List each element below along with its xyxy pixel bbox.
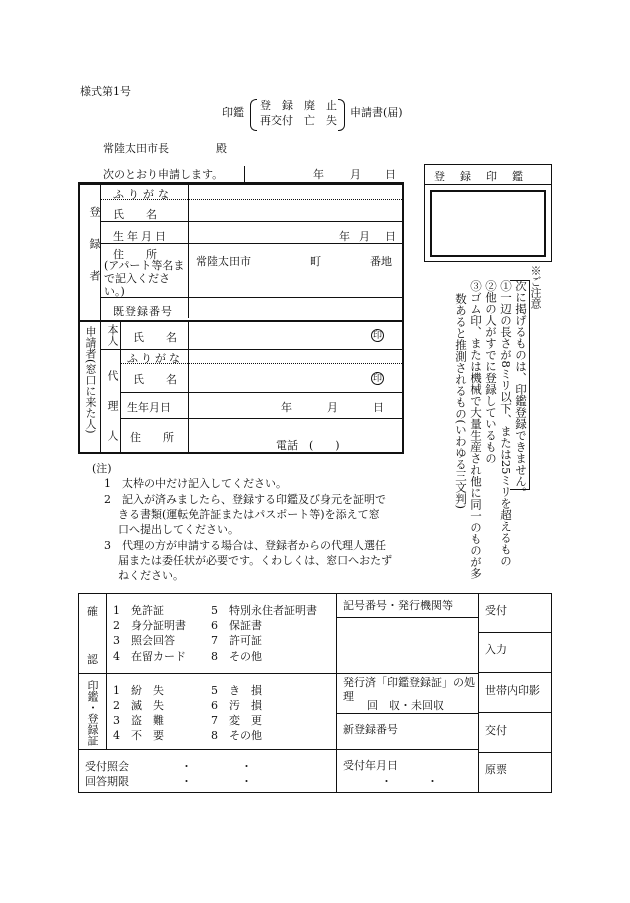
applicant-label-divider	[188, 320, 189, 452]
office-mid-divider	[336, 593, 337, 793]
deadline-dot: ・	[181, 775, 192, 788]
card-item: 6 汚 損	[211, 699, 262, 712]
title-prefix: 印鑑	[222, 106, 244, 119]
card-item: 4 不 要	[113, 729, 164, 742]
card-item: 2 滅 失	[113, 699, 164, 712]
row-line	[120, 392, 402, 393]
address-town: 町	[310, 255, 321, 268]
note-2-line-1: 2 記入が済みましたら、登録する印鑑及び身元を証明で	[104, 493, 386, 506]
caution-intro-bracket	[510, 280, 530, 490]
address-note: (アパート等名まで記入ください。)	[104, 259, 185, 298]
self-label: 本人	[106, 324, 119, 346]
confirm-item: 8 その他	[211, 650, 262, 663]
card-item: 1 紛 失	[113, 684, 164, 697]
birth-year: 年	[339, 230, 350, 243]
intro-divider	[244, 166, 245, 184]
collected-options: 回 収・未回収	[367, 699, 444, 712]
stamp-issue: 交付	[485, 724, 507, 737]
issuer-label: 記号番号・発行機関等	[343, 599, 453, 612]
agent-birth-year: 年	[281, 401, 292, 414]
received-date-label: 受付年月日	[343, 759, 398, 772]
caution-item-1: ①一辺の長さが8ミリ以下、または25ミリを超えるもの	[499, 280, 513, 567]
note-3-line-3: ねください。	[118, 569, 184, 582]
deadline-dot: ・	[241, 775, 252, 788]
caution-item-3-cont: 数あると推測されるもの(いわゆる三文判)	[454, 293, 468, 509]
registrant-group-label: 登 録 者	[88, 206, 101, 286]
applicant-sub-divider	[120, 320, 121, 452]
office-row-line	[78, 673, 478, 674]
note-2-line-2: きる書類(運転免許証またはパスポート等)を添えて窓	[118, 508, 380, 521]
seal-box-title: 登 録 印 鑑	[434, 170, 525, 183]
stamp-input: 入力	[485, 643, 507, 656]
seal-box-divider	[424, 184, 552, 185]
stamp-row-line	[478, 632, 552, 633]
confirm-item: 7 許可証	[211, 634, 262, 647]
agent-seal-mark: 印	[372, 374, 382, 384]
office-row-line	[336, 617, 478, 618]
card-item: 5 き 損	[211, 684, 262, 697]
notes-header: (注)	[92, 462, 112, 475]
confirm-item: 1 免許証	[113, 604, 164, 617]
note-3-line-1: 3 代理の方が申請する場合は、登録者からの代理人選任	[104, 539, 386, 552]
address-city: 常陸太田市	[196, 255, 251, 268]
agent-birth-month: 月	[327, 401, 338, 414]
note-1: 1 太枠の中だけ記入してください。	[104, 477, 287, 490]
new-number-label: 新登録番号	[343, 723, 398, 736]
office-row-line	[78, 749, 478, 750]
inquiry-dot: ・	[241, 760, 252, 773]
confirm-item: 5 特別永住者証明書	[211, 604, 317, 617]
address-number: 番地	[370, 255, 392, 268]
intro-underline	[78, 184, 402, 185]
form-number: 様式第1号	[80, 85, 131, 98]
row-line	[120, 418, 402, 419]
title-bracket-right	[338, 99, 345, 131]
caution-item-2: ②他の人がすでに登録しているもの	[484, 280, 498, 464]
self-name-label: 氏 名	[133, 331, 177, 344]
title-options-bottom: 再交付 亡 失	[260, 114, 337, 127]
date-day: 日	[385, 168, 396, 181]
confirm-label-top: 確	[87, 605, 98, 618]
agent-furigana-label: ふりがな	[127, 352, 183, 365]
issued-card-label: 発行済「印鑑登録証」の処理	[343, 676, 475, 703]
stamp-ledger: 原票	[485, 763, 507, 776]
confirm-item: 3 照会回答	[113, 634, 175, 647]
confirm-item: 2 身分証明書	[113, 619, 186, 632]
applicant-group-label: 申請者(窓口に来た人)	[84, 326, 97, 434]
card-label: 印鑑・登録証	[86, 680, 99, 746]
agent-label: 代 理 人	[106, 370, 119, 445]
caution-intro: 次に掲げるものは、印鑑登録できません。	[514, 280, 528, 499]
agent-name-label: 氏 名	[133, 373, 177, 386]
stamp-household: 世帯内印影	[485, 684, 540, 697]
confirm-item: 6 保証書	[211, 619, 262, 632]
stamp-row-line	[478, 752, 552, 753]
card-item: 3 盗 難	[113, 714, 164, 727]
existing-number-label: 既登録番号	[113, 305, 173, 318]
inquiry-dot: ・	[181, 760, 192, 773]
card-item: 7 変 更	[211, 714, 262, 727]
seal-impression-area[interactable]	[430, 190, 546, 257]
birth-month: 月	[359, 230, 370, 243]
address-label: 住 所	[113, 248, 157, 261]
addressee: 常陸太田市長	[103, 142, 169, 155]
name-label: 氏 名	[113, 208, 157, 221]
agent-furigana-dotted-line	[120, 363, 402, 364]
date-month: 月	[350, 168, 361, 181]
intro-text: 次のとおり申請します。	[103, 168, 224, 181]
date-year: 年	[313, 168, 324, 181]
agent-birth-label: 生年月日	[127, 401, 171, 414]
honorific: 殿	[216, 142, 227, 155]
note-3-line-2: 届または委任状が必要です。くわしくは、窓口へおたず	[118, 554, 393, 567]
section-line	[78, 320, 402, 322]
inquiry-label: 受付照会	[85, 760, 129, 773]
birth-label: 生年月日	[113, 230, 169, 243]
caution-item-3: ③ゴム印、または機械で大量生産され他に同一のものが多	[469, 280, 483, 579]
birth-day: 日	[385, 230, 396, 243]
confirm-label-bottom: 認	[87, 653, 98, 666]
note-2-line-3: 口へ提出してください。	[118, 523, 239, 536]
caution-heading: ※ご注意	[529, 265, 542, 309]
received-dot: ・	[427, 775, 438, 788]
agent-birth-day: 日	[373, 401, 384, 414]
received-dot: ・	[381, 775, 392, 788]
self-seal-mark: 印	[372, 331, 382, 341]
stamp-row-line	[478, 712, 552, 713]
title-suffix: 申請書(届)	[350, 106, 403, 119]
office-stamp-divider	[478, 593, 479, 793]
confirm-item: 4 在留カード	[113, 650, 186, 663]
office-label-divider	[106, 593, 107, 749]
stamp-row-line	[478, 672, 552, 673]
answer-deadline-label: 回答期限	[85, 775, 129, 788]
stamp-received: 受付	[485, 604, 507, 617]
furigana-label: ふりがな	[113, 188, 173, 201]
agent-address-label: 住 所	[130, 431, 174, 444]
title-options-top: 登 録 廃 止	[260, 99, 337, 112]
card-item: 8 その他	[211, 729, 262, 742]
title-bracket-left	[250, 99, 257, 131]
agent-phone: 電話 ( )	[276, 439, 340, 452]
